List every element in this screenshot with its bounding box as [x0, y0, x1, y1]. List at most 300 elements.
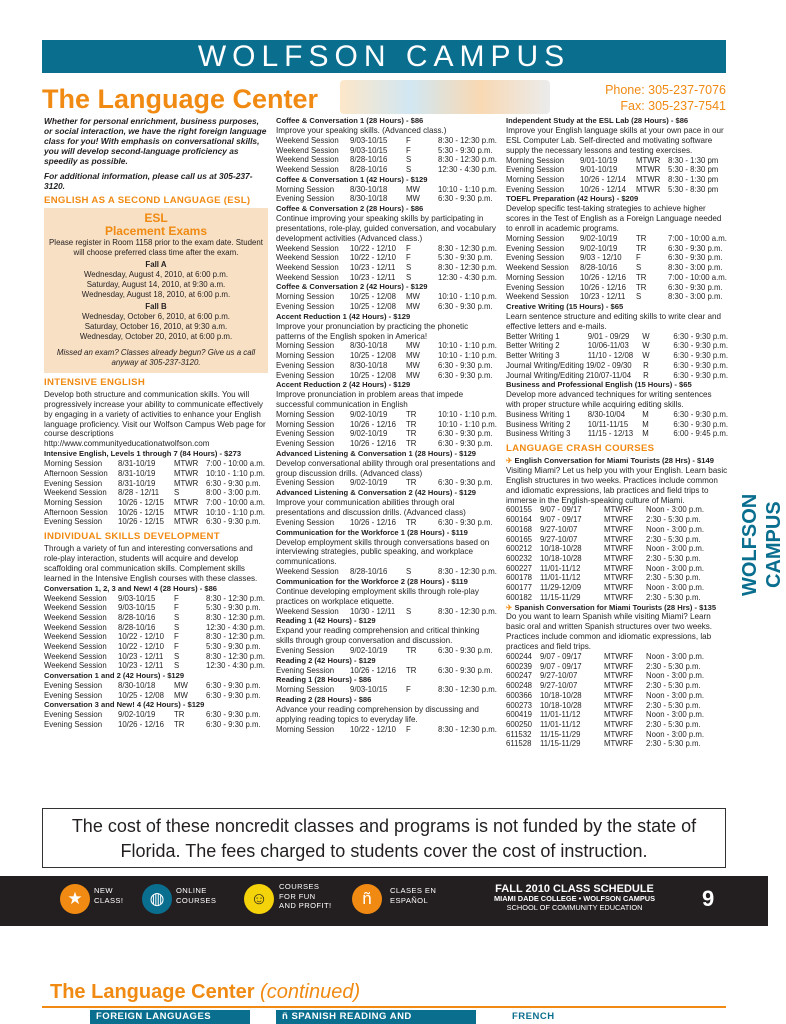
table-cell: 600227	[506, 563, 533, 573]
course-desc: Advance your reading comprehension by discussing and applying reading topics to everyday life.	[276, 704, 479, 724]
info-line: For additional information, please call us at 305-237-3120.	[44, 171, 253, 191]
table-row	[506, 341, 728, 351]
table-cell: MTWR	[174, 478, 199, 488]
table-cell: 9/02-10/19	[350, 478, 388, 488]
table-cell: S	[406, 272, 412, 282]
table-cell: Morning Session	[276, 419, 335, 429]
table-cell: Noon - 3:00 p.m.	[646, 652, 705, 662]
table-cell: TR	[174, 720, 185, 730]
table-cell: Evening Session	[506, 253, 565, 263]
course-title: Conversation 3 and New! 4 (42 Hours) - $129	[44, 700, 205, 710]
table-cell: Business Writing 2	[506, 419, 571, 429]
schedule-table	[276, 244, 498, 283]
table-cell: 10/26 - 12/14	[580, 184, 626, 194]
table-cell: 10/25 - 12/08	[350, 301, 396, 311]
table-cell: Morning Session	[506, 175, 565, 185]
table-cell: 8/30-10/18	[350, 360, 388, 370]
table-cell: 2:30 - 5:30 p.m.	[646, 554, 701, 563]
table-cell: 12:30 - 4:30 p.m.	[438, 272, 497, 282]
table-cell: MTWR	[174, 468, 199, 478]
table-cell: 9/03-10/15	[350, 135, 388, 145]
table-cell: Morning Session	[506, 155, 565, 165]
table-cell: 5:30 - 9:30 p.m.	[206, 603, 261, 613]
table-row	[506, 525, 728, 535]
list-item: Saturday, August 14, 2010, at 9:30 a.m.	[86, 279, 226, 289]
star-icon: ★	[60, 884, 90, 914]
course-title: Communication for the Workforce 2 (28 Hours) - $119	[276, 576, 468, 586]
table-cell: 6:30 - 9:30 p.m.	[673, 351, 728, 361]
divider	[42, 1006, 726, 1008]
table-cell: 6:30 - 9:30 p.m.	[206, 710, 261, 720]
continued-sub: (continued)	[260, 981, 361, 1003]
course-title: Coffee & Conversation 1 (28 Hours) - $86	[276, 116, 424, 125]
table-row	[276, 666, 498, 676]
label-line: FOR FUN	[279, 891, 316, 901]
table-cell: 10/26 - 12/16	[350, 419, 396, 429]
table-cell: 10/22 - 12/10	[350, 243, 396, 253]
table-cell: MTWR	[174, 459, 199, 469]
college-name: MIAMI DADE COLLEGE • WOLFSON CAMPUS	[494, 894, 656, 903]
new-class-label	[94, 886, 123, 905]
table-cell: 9/03 - 12/10	[580, 253, 622, 263]
table-cell: 10/07-11/04	[590, 370, 632, 380]
table-row	[506, 544, 728, 554]
table-cell: Weekend Session	[44, 661, 107, 671]
table-cell: 6:30 - 9:30 p.m.	[438, 517, 493, 527]
esl-placement-box	[44, 208, 268, 373]
table-cell: 6:30 - 9:30 p.m.	[206, 690, 261, 700]
table-cell: 11/01-11/12	[540, 573, 581, 583]
table-row	[506, 701, 728, 711]
table-cell: 8/28 - 12/11	[118, 488, 160, 498]
table-cell: 9/02-10/19	[350, 429, 388, 439]
table-cell: 10/22 - 12/10	[350, 724, 396, 734]
esl-subtitle: Placement Exams	[104, 223, 208, 238]
table-cell: Evening Session	[506, 184, 565, 194]
table-cell: Evening Session	[276, 646, 335, 656]
table-cell: Evening Session	[276, 194, 335, 204]
table-cell: 6:30 - 9:30 p.m.	[438, 439, 493, 449]
table-cell: 2:30 - 5:30 p.m.	[646, 719, 701, 729]
table-cell: 10/23 - 12/11	[350, 272, 396, 282]
table-row	[44, 642, 268, 652]
table-cell: 10/26 - 12/15	[118, 517, 164, 527]
course-title	[506, 603, 728, 613]
table-cell: 6:30 - 9:30 p.m.	[668, 282, 723, 292]
table-row	[276, 361, 498, 371]
table-cell: 9/03-10/15	[350, 685, 388, 695]
table-cell: 600247	[506, 671, 533, 681]
table-row	[506, 730, 728, 740]
table-cell: M	[642, 419, 649, 429]
crash-heading: LANGUAGE CRASH COURSES	[506, 443, 655, 455]
schedule-table	[506, 234, 728, 302]
table-cell: TR	[406, 419, 417, 429]
table-cell: 5:30 - 8:30 pm	[668, 165, 719, 175]
individual-heading: INDIVIDUAL SKILLS DEVELOPMENT	[44, 531, 220, 543]
table-cell: 10/30 - 12/11	[350, 606, 396, 616]
table-cell: 10:10 - 1:10 p.m.	[438, 292, 497, 302]
table-cell: MTWRF	[604, 690, 634, 700]
table-cell: Evening Session	[276, 665, 335, 675]
table-cell: 8:30 - 12:30 p.m.	[438, 724, 497, 734]
course-title: Creative Writing (15 Hours) - $65	[506, 301, 624, 311]
table-row	[506, 554, 728, 564]
course-desc: Develop employment skills through conversations based on interviewing strategies, public speaking, and workplace communications.	[276, 537, 490, 567]
table-row	[506, 156, 728, 166]
course-desc: Improve pronunciation in problem areas that impede successful communication in English	[276, 390, 464, 410]
table-cell: 600155	[506, 505, 533, 515]
table-cell: MTWRF	[604, 573, 634, 583]
table-row	[44, 720, 268, 730]
table-cell: MTWRF	[604, 534, 634, 544]
table-cell: 9/03-10/15	[350, 145, 388, 155]
table-cell: 600164	[506, 515, 533, 525]
table-cell: 12:30 - 4:30 p.m.	[206, 622, 265, 632]
table-cell: MTWRF	[604, 524, 634, 534]
intensive-desc: Develop both structure and communication skills. You will progressively increase your ability to communicate effectively by engaging in a variety of activities to enhance your English language proficiency. Visit our Wolfson Campus Web page for course descriptions http://www.communityeducationatwolfson.com	[44, 389, 266, 449]
schedule-table	[276, 410, 498, 449]
table-cell: 9/01-10/19	[580, 155, 618, 165]
table-cell: Morning Session	[276, 685, 335, 695]
course-title: Accent Reduction 1 (42 Hours) - $129	[276, 311, 411, 321]
course-desc: Visiting Miami? Let us help you with your English. Learn basic English structures in two weeks. Practices include common and idiomatic expressions, lab practices and field trips to immerse in the English-speaking culture of Miami.	[506, 465, 728, 505]
table-cell: Noon - 3:00 p.m.	[646, 729, 705, 739]
table-cell: S	[636, 263, 642, 273]
table-cell: Evening Session	[506, 282, 565, 292]
table-row	[276, 410, 498, 420]
table-cell: MTWRF	[604, 700, 634, 710]
schedule-table	[276, 567, 498, 577]
table-cell: 10/25 - 12/08	[350, 292, 396, 302]
table-row	[506, 292, 728, 302]
table-cell: 600366	[506, 690, 533, 700]
table-cell: 9/07 - 09/17	[540, 505, 582, 515]
table-cell: MTWRF	[604, 729, 634, 739]
table-row	[506, 662, 728, 672]
table-cell: 9/07 - 09/17	[540, 652, 582, 662]
table-cell: Morning Session	[506, 234, 565, 244]
table-row	[506, 410, 728, 420]
table-cell: 5:30 - 8:30 pm	[668, 184, 719, 194]
table-cell: Weekend Session	[44, 612, 107, 622]
table-cell: MTWRF	[604, 719, 634, 729]
table-cell: MTWRF	[604, 583, 634, 593]
table-cell: Evening Session	[276, 439, 335, 449]
schedule-table	[276, 646, 498, 656]
table-cell: 9/07 - 09/17	[540, 661, 582, 671]
table-cell: 6:30 - 9:30 p.m.	[438, 194, 493, 204]
label-line: COURSES	[176, 895, 217, 905]
table-cell: 8:30 - 3:00 p.m.	[668, 292, 723, 302]
table-cell: MTWRF	[604, 563, 634, 573]
table-cell: 7:00 - 10:00 a.m.	[206, 497, 265, 507]
table-row	[44, 459, 268, 469]
table-cell: Weekend Session	[276, 253, 339, 263]
table-cell: Morning Session	[44, 497, 103, 507]
table-cell: Morning Session	[276, 724, 335, 734]
table-row	[506, 420, 728, 430]
table-cell: 600165	[506, 534, 533, 544]
table-cell: 7:00 - 10:00 a.m.	[206, 459, 265, 469]
course-title: Reading 2 (28 Hours) - $86	[276, 694, 372, 704]
table-cell: Evening Session	[44, 710, 103, 720]
table-cell: 8:30 - 12:30 p.m.	[206, 612, 265, 622]
schedule-table	[276, 478, 498, 488]
table-row	[506, 429, 728, 439]
table-cell: 600250	[506, 719, 533, 729]
table-cell: 8/30-10/04	[587, 409, 626, 419]
table-cell: 9/02-10/19	[580, 243, 618, 253]
table-cell: 11/01-11/12	[540, 719, 581, 729]
table-cell: Weekend Session	[44, 642, 107, 652]
table-cell: TR	[406, 665, 417, 675]
course-desc: Continue improving your speaking skills by participating in presentations, role-play, guided conversation, and vocabulary development activities (Advanced class.)	[276, 213, 496, 243]
table-cell: Morning Session	[276, 409, 335, 419]
table-cell: S	[174, 651, 180, 661]
table-cell: 10/22 - 12/10	[118, 642, 164, 652]
table-cell: 6:30 - 9:30 p.m.	[438, 301, 493, 311]
table-cell: S	[174, 622, 180, 632]
schedule-table	[506, 156, 728, 195]
table-cell: Better Writing 2	[506, 341, 560, 351]
table-row	[276, 518, 498, 528]
table-cell: 6:30 - 9:30 p.m.	[438, 429, 493, 439]
table-cell: Weekend Session	[506, 263, 569, 273]
table-row	[506, 165, 728, 175]
label-line: ESPAÑOL	[390, 895, 429, 905]
table-cell: Journal Writing/Editing 1	[506, 360, 591, 370]
continued-title	[50, 981, 360, 1004]
course-desc: Develop conversational ability through oral presentations and group discussion drills. (Advanced class)	[276, 458, 496, 478]
table-cell: 12:30 - 4:30 p.m.	[206, 661, 265, 671]
table-row	[44, 613, 268, 623]
table-row	[44, 623, 268, 633]
course-title: Independent Study at the ESL Lab (28 Hours) - $86	[506, 116, 689, 125]
table-cell: MW	[406, 194, 420, 204]
course-title: Coffee & Conversation 2 (42 Hours) - $129	[276, 282, 428, 292]
table-cell: Weekend Session	[276, 164, 339, 174]
table-row	[506, 564, 728, 574]
table-cell: Evening Session	[276, 429, 335, 439]
table-cell: 2:30 - 5:30 p.m.	[646, 573, 701, 583]
contact-info	[605, 82, 726, 114]
course-title-text: Spanish Conversation for Miami Tourists (28 Hrs) - $135	[514, 602, 717, 612]
course-desc: Improve your speaking skills. (Advanced class.)	[276, 125, 447, 135]
table-cell: Evening Session	[276, 517, 335, 527]
table-cell: Noon - 3:00 p.m.	[646, 583, 705, 593]
table-row	[506, 593, 728, 603]
table-cell: Morning Session	[276, 292, 335, 302]
table-cell: 8:30 - 12:30 p.m.	[206, 632, 265, 642]
table-cell: MTWR	[174, 517, 199, 527]
table-cell: 10/26 - 12/14	[580, 175, 626, 185]
table-row	[276, 146, 498, 156]
table-cell: TR	[174, 710, 185, 720]
side-campus-label: WOLFSON CAMPUS	[739, 493, 785, 597]
table-row	[44, 632, 268, 642]
tab-french: FRENCH	[512, 1011, 555, 1022]
table-cell: W	[642, 351, 650, 361]
schedule-table	[276, 518, 498, 528]
table-cell: 10:10 - 1:10 p.m.	[438, 409, 497, 419]
table-cell: MTWRF	[604, 652, 634, 662]
table-cell: MW	[406, 351, 420, 361]
table-cell: 9/27-10/07	[540, 524, 578, 534]
table-cell: F	[406, 724, 411, 734]
course-desc: Expand your reading comprehension and critical thinking skills through group conversation and discussion.	[276, 626, 480, 646]
table-cell: 10/11-11/15	[587, 419, 629, 429]
tab-label: SPANISH READING AND	[291, 1011, 412, 1022]
table-cell: 600232	[506, 554, 533, 563]
intro-text: Whether for personal enrichment, business purposes, or social interaction, we have the right foreign language class for you! With emphasis on conversational skills, you will develop second-language proficiency as speedily as possible.	[44, 116, 267, 166]
table-row	[44, 652, 268, 662]
table-cell: 5:30 - 9:30 p.m.	[206, 642, 261, 652]
table-cell: 10/18-10/28	[540, 544, 582, 554]
table-cell: 10/18-10/28	[540, 554, 582, 563]
table-row	[276, 273, 498, 283]
table-row	[276, 725, 498, 735]
table-row	[44, 681, 268, 691]
table-cell: Weekend Session	[276, 155, 339, 165]
course-title: Business and Professional English (15 Hours) - $65	[506, 380, 692, 390]
table-row	[44, 710, 268, 720]
table-row	[276, 429, 498, 439]
table-cell: 7:00 - 10:00 a.m.	[668, 272, 727, 282]
table-cell: Afternoon Session	[44, 468, 108, 478]
table-cell: Evening Session	[44, 517, 103, 527]
table-cell: Morning Session	[44, 459, 103, 469]
table-cell: MTWR	[636, 184, 661, 194]
table-cell: 600212	[506, 544, 533, 554]
table-cell: MTWRF	[604, 710, 634, 720]
table-cell: Weekend Session	[276, 145, 339, 155]
table-row	[506, 332, 728, 342]
table-cell: 8:30 - 12:30 p.m.	[438, 606, 497, 616]
esl-heading: ENGLISH AS A SECOND LANGUAGE (ESL)	[44, 195, 251, 206]
table-cell: 600244	[506, 652, 533, 662]
table-row	[276, 685, 498, 695]
table-cell: 8:30 - 12:30 p.m.	[438, 155, 497, 165]
table-cell: 8/28-10/16	[118, 622, 156, 632]
table-cell: F	[636, 253, 641, 263]
table-cell: 6:30 - 9:30 p.m.	[668, 243, 723, 253]
table-cell: F	[174, 603, 179, 613]
table-cell: 6:30 - 9:30 p.m.	[206, 720, 261, 730]
table-cell: MTWRF	[604, 592, 634, 602]
table-cell: 9/02 - 09/30	[590, 360, 632, 370]
fax-number: Fax: 305-237-7541	[620, 99, 726, 113]
table-cell: 9/27-10/07	[540, 671, 578, 681]
table-cell: 600239	[506, 661, 533, 671]
tab-spanish-reading	[276, 1010, 476, 1024]
table-cell: 10/18-10/28	[540, 690, 582, 700]
table-cell: Afternoon Session	[44, 507, 108, 517]
table-cell: TR	[406, 409, 417, 419]
table-cell: MW	[406, 360, 420, 370]
table-cell: Noon - 3:00 p.m.	[646, 524, 705, 534]
table-cell: MTWR	[636, 175, 661, 185]
table-cell: 8/28-10/16	[118, 612, 156, 622]
table-row	[44, 603, 268, 613]
label-line: CLASS!	[94, 895, 124, 905]
column-1	[44, 116, 268, 798]
table-cell: MW	[406, 370, 420, 380]
table-cell: 10/22 - 12/10	[118, 632, 164, 642]
table-cell: 7:00 - 10:00 a.m.	[668, 234, 727, 244]
course-title: Conversation 1, 2, 3 and New! 4 (28 Hours) - $86	[44, 583, 218, 593]
label-line: AND PROFIT!	[279, 901, 332, 910]
table-row	[276, 341, 498, 351]
table-row	[44, 479, 268, 489]
table-cell: 9/01 - 09/29	[587, 331, 630, 341]
esl-title: ESL	[144, 210, 168, 225]
table-row	[276, 194, 498, 204]
course-title: Coffee & Conversation 1 (42 Hours) - $129	[276, 174, 428, 184]
course-title: Conversation 1 and 2 (42 Hours) - $129	[44, 671, 185, 681]
course-desc: Learn sentence structure and editing skills to write clear and effective letters and e-mails.	[506, 311, 722, 331]
table-cell: 6:30 - 9:30 p.m.	[673, 419, 728, 429]
table-cell: 2:30 - 5:30 p.m.	[646, 661, 701, 671]
table-cell: 2:30 - 5:30 p.m.	[646, 534, 701, 544]
schedule-table	[506, 652, 728, 749]
table-cell: 10:10 - 1:10 p.m.	[438, 341, 497, 351]
table-cell: 8/31-10/19	[118, 478, 156, 488]
course-desc: Do you want to learn Spanish while visiting Miami? Learn basic oral and written Spanish structures over two weeks. Practices include common and idiomatic expressions, lab practices and field trips.	[506, 612, 713, 652]
table-cell: F	[406, 685, 411, 695]
label-line: COURSES	[279, 882, 320, 891]
table-cell: Evening Session	[276, 301, 335, 311]
table-row	[506, 371, 728, 381]
table-cell: MTWRF	[604, 739, 634, 749]
table-row	[506, 710, 728, 720]
table-cell: TR	[636, 243, 647, 253]
table-cell: 10/25 - 12/08	[350, 351, 396, 361]
table-cell: MTWRF	[604, 671, 634, 681]
table-row	[506, 283, 728, 293]
course-title: Reading 2 (42 Hours) - $129	[276, 655, 376, 665]
globe-icon: ◍	[142, 884, 172, 914]
enye-icon: ñ	[282, 1011, 289, 1022]
course-title: Reading 1 (42 Hours) - $129	[276, 616, 376, 626]
table-row	[506, 175, 728, 185]
table-cell: MTWRF	[604, 505, 634, 515]
table-cell: 10/26 - 12/16	[350, 665, 396, 675]
table-cell: Weekend Session	[44, 632, 107, 642]
table-cell: S	[174, 661, 180, 671]
table-cell: 8:30 - 12:30 p.m.	[438, 262, 497, 272]
table-row	[506, 185, 728, 195]
course-title: Reading 1 (28 Hours) - $86	[276, 675, 372, 685]
schedule-table	[44, 681, 268, 700]
schedule-table	[506, 410, 728, 439]
table-cell: 6:30 - 9:30 p.m.	[438, 665, 493, 675]
table-cell: 8:30 - 12:30 p.m.	[438, 243, 497, 253]
table-cell: 12:30 - 4:30 p.m.	[438, 164, 497, 174]
table-cell: 10/26 - 12/16	[580, 282, 626, 292]
table-cell: 2:30 - 5:30 p.m.	[646, 739, 701, 749]
table-row	[506, 515, 728, 525]
table-cell: 10:10 - 1:10 p.m.	[438, 419, 497, 429]
table-cell: 6:30 - 9:30 p.m.	[673, 341, 728, 351]
enye-icon: ñ	[352, 884, 382, 914]
table-cell: Business Writing 3	[506, 429, 571, 439]
table-cell: Better Writing 3	[506, 351, 560, 361]
table-cell: 10/23 - 12/11	[580, 292, 626, 302]
table-cell: 6:30 - 9:30 p.m.	[206, 517, 261, 527]
table-cell: F	[174, 642, 179, 652]
table-cell: 10/23 - 12/11	[118, 651, 164, 661]
